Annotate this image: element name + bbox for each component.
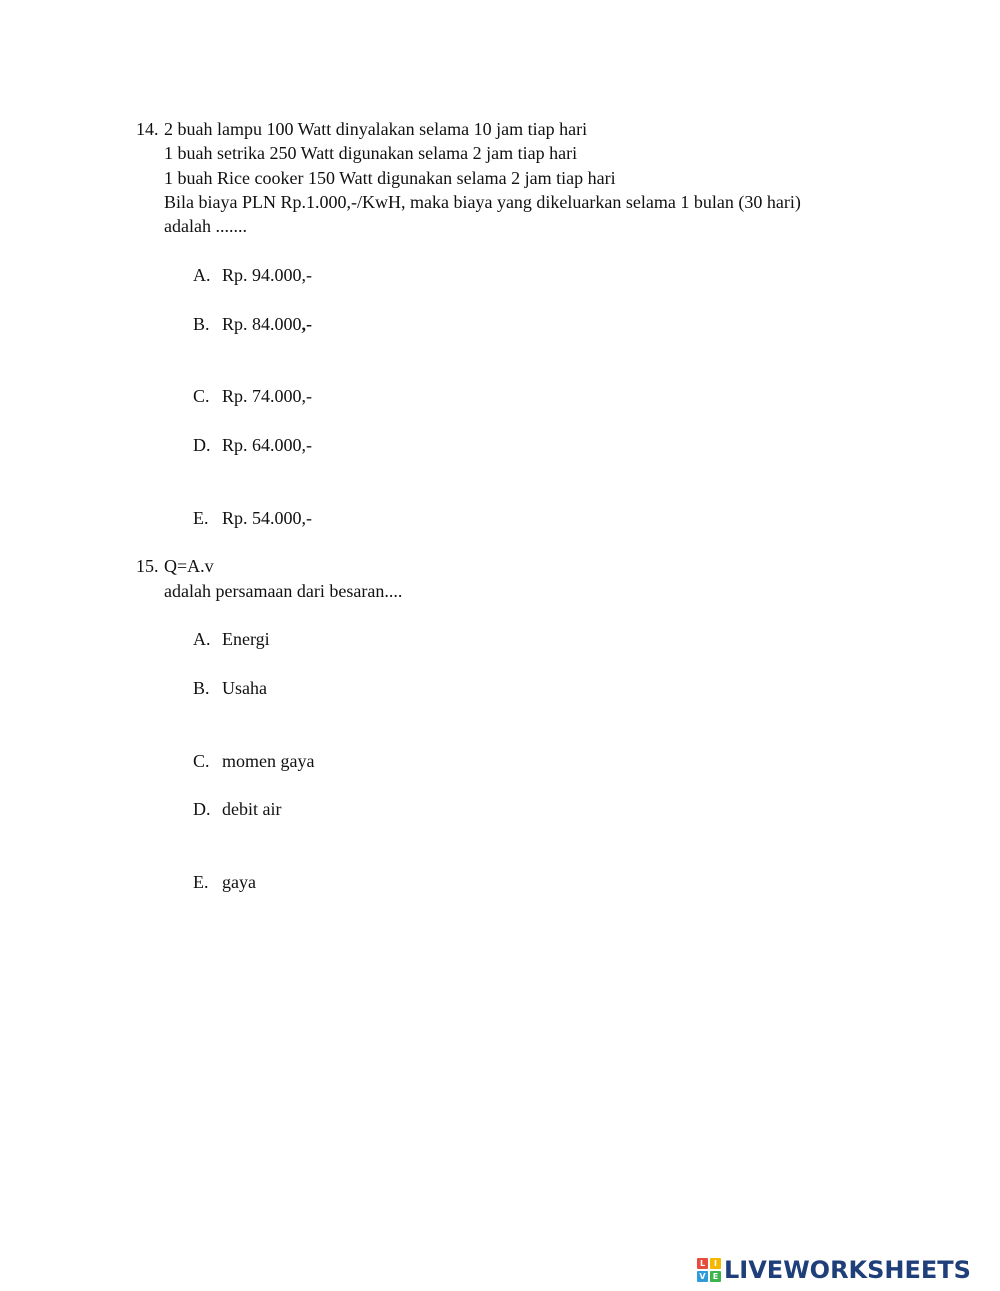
option-letter: C. [193,386,210,406]
logo-text: LIVEWORKSHEETS [724,1256,971,1284]
option-letter: E. [193,508,209,528]
option-text: momen gaya [222,751,315,771]
option-letter: B. [193,678,210,698]
logo-block: V [697,1271,708,1282]
question-14-line-4: Bila biaya PLN Rp.1.000,-/KwH, maka biaya yang dikeluarkan selama 1 bulan (30 hari) [164,192,801,212]
option-letter: C. [193,751,210,771]
question-15-line-1 [136,554,214,578]
option-text: Rp. 74.000,- [222,386,312,406]
option-15-a[interactable] [193,627,270,651]
option-15-d[interactable] [193,797,281,821]
option-14-b[interactable] [193,312,312,336]
option-text: Rp. 54.000,- [222,508,312,528]
option-text: Rp. 64.000,- [222,435,312,455]
logo-block: L [697,1258,708,1269]
option-15-c[interactable] [193,749,314,773]
option-letter: D. [193,799,211,819]
option-text: Energi [222,629,270,649]
option-text: gaya [222,872,256,892]
option-suffix: ,- [301,314,313,334]
option-text: Rp. 84.000 [222,314,302,334]
option-letter: A. [193,265,211,285]
question-number: 14. [136,119,159,139]
option-text: Usaha [222,678,267,698]
option-text: Rp. 94.000,- [222,265,312,285]
option-15-e[interactable] [193,870,256,894]
liveworksheets-logo [697,1256,971,1284]
question-text: Q=A.v [164,556,214,576]
question-14-line-2: 1 buah setrika 250 Watt digunakan selama 2 jam tiap hari [164,143,578,163]
logo-block: I [710,1258,721,1269]
question-14-line-3: 1 buah Rice cooker 150 Watt digunakan selama 2 jam tiap hari [164,168,616,188]
logo-block: E [710,1271,721,1282]
logo-blocks-icon [697,1258,721,1282]
option-letter: B. [193,314,210,334]
option-letter: E. [193,872,209,892]
option-text: debit air [222,799,282,819]
question-14-line-5: adalah ....... [164,216,247,236]
question-14-line-1 [136,117,587,141]
option-letter: A. [193,629,211,649]
option-14-e[interactable] [193,506,312,530]
option-15-b[interactable] [193,676,267,700]
option-14-d[interactable] [193,433,312,457]
question-number: 15. [136,556,159,576]
question-15-line-2: adalah persamaan dari besaran.... [164,581,403,601]
option-14-c[interactable] [193,384,312,408]
option-14-a[interactable] [193,263,312,287]
question-text: 2 buah lampu 100 Watt dinyalakan selama 10 jam tiap hari [164,119,588,139]
option-letter: D. [193,435,211,455]
